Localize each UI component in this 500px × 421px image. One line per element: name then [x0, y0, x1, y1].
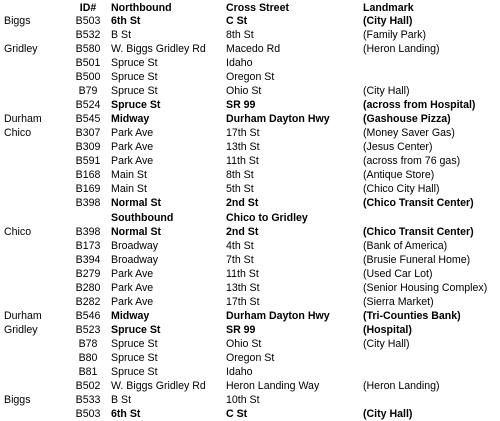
- stop-id-cell: B545: [75, 113, 101, 125]
- street-cell: Spruce St: [111, 324, 161, 336]
- stop-id-cell: B81: [78, 366, 98, 378]
- street-cell: Broadway: [111, 254, 159, 266]
- table-row: [0, 126, 500, 140]
- landmark-cell: (Jesus Center): [363, 141, 433, 153]
- cross-street-cell: 11th St: [226, 268, 259, 280]
- landmark-cell: (Tri-Counties Bank): [363, 310, 461, 322]
- stop-id-cell: B503: [75, 15, 101, 27]
- landmark-cell: (Sierra Market): [363, 296, 434, 308]
- landmark-header: Landmark: [363, 2, 414, 14]
- cross-street-cell: SR 99: [226, 324, 256, 336]
- stop-id-cell: B501: [75, 57, 101, 69]
- stop-id-cell: B80: [78, 352, 98, 364]
- stop-id-cell: B503: [75, 408, 101, 420]
- street-cell: Spruce St: [111, 99, 161, 111]
- street-cell: Park Ave: [111, 155, 154, 167]
- stop-id-cell: B168: [75, 169, 101, 181]
- street-cell: Broadway: [111, 240, 159, 252]
- street-cell: Park Ave: [111, 296, 154, 308]
- town-cell: Chico: [4, 127, 32, 139]
- table-row: [0, 309, 500, 323]
- cross-street-cell: 5th St: [226, 183, 254, 195]
- street-cell: Spruce St: [111, 57, 158, 69]
- table-row: [0, 295, 500, 309]
- cross-street-cell: Durham Dayton Hwy: [226, 113, 330, 125]
- stop-id-cell: B280: [75, 282, 101, 294]
- landmark-cell: (Family Park): [363, 29, 426, 41]
- table-row: [0, 337, 500, 351]
- stop-id-cell: B500: [75, 71, 101, 83]
- table-row: [0, 14, 500, 28]
- table-row: [0, 281, 500, 295]
- cross-street-cell: SR 99: [226, 99, 256, 111]
- chico-to-gridley-header: Chico to Gridley: [226, 212, 308, 224]
- stop-id-cell: B524: [75, 99, 101, 111]
- street-cell: 6th St: [111, 408, 141, 420]
- landmark-cell: (Heron Landing): [363, 380, 440, 392]
- table-row: [0, 182, 500, 196]
- cross-street-cell: Ohio St: [226, 85, 262, 97]
- town-cell: Gridley: [4, 43, 38, 55]
- table-row: [0, 112, 500, 126]
- stop-id-cell: B591: [75, 155, 101, 167]
- cross-street-header: Cross Street: [226, 2, 289, 14]
- stop-id-cell: B307: [75, 127, 101, 139]
- town-cell: Gridley: [4, 324, 38, 336]
- table-row: [0, 407, 500, 421]
- town-cell: Biggs: [4, 394, 31, 406]
- table-row: [0, 168, 500, 182]
- northbound-header-row: [0, 1, 500, 15]
- street-cell: Spruce St: [111, 338, 158, 350]
- landmark-cell: (Chico Transit Center): [363, 226, 474, 238]
- street-cell: Main St: [111, 183, 147, 195]
- table-row: [0, 98, 500, 112]
- town-cell: Biggs: [4, 15, 31, 27]
- landmark-cell: (across from 76 gas): [363, 155, 461, 167]
- town-cell: Chico: [4, 226, 32, 238]
- street-cell: Spruce St: [111, 366, 158, 378]
- table-row: [0, 28, 500, 42]
- cross-street-cell: C St: [226, 15, 248, 27]
- cross-street-cell: Durham Dayton Hwy: [226, 310, 330, 322]
- table-row: [0, 267, 500, 281]
- table-row: [0, 42, 500, 56]
- table-row: [0, 253, 500, 267]
- table-row: [0, 323, 500, 337]
- street-cell: W. Biggs Gridley Rd: [111, 380, 206, 392]
- cross-street-cell: Oregon St: [226, 352, 275, 364]
- landmark-cell: (Antique Store): [363, 169, 435, 181]
- cross-street-cell: Idaho: [226, 366, 253, 378]
- street-cell: Midway: [111, 113, 150, 125]
- landmark-cell: (Chico City Hall): [363, 183, 440, 195]
- southbound-header: Southbound: [111, 212, 174, 224]
- landmark-cell: (Used Car Lot): [363, 268, 433, 280]
- street-cell: B St: [111, 394, 132, 406]
- cross-street-cell: 8th St: [226, 29, 254, 41]
- cross-street-cell: Macedo Rd: [226, 43, 281, 55]
- street-cell: Main St: [111, 169, 147, 181]
- street-cell: 6th St: [111, 15, 141, 27]
- landmark-cell: (Bank of America): [363, 240, 448, 252]
- landmark-cell: (City Hall): [363, 15, 413, 27]
- table-row: [0, 84, 500, 98]
- street-cell: Spruce St: [111, 352, 158, 364]
- street-cell: Normal St: [111, 226, 162, 238]
- stop-id-cell: B279: [75, 268, 101, 280]
- cross-street-cell: 13th St: [226, 282, 260, 294]
- stop-id-cell: B502: [75, 380, 101, 392]
- street-cell: Spruce St: [111, 85, 158, 97]
- id-column-header: ID#: [79, 2, 97, 14]
- cross-street-cell: 11th St: [226, 155, 259, 167]
- landmark-cell: (Money Saver Gas): [363, 127, 455, 139]
- southbound-header-row: [0, 211, 500, 225]
- stop-id-cell: B523: [75, 324, 101, 336]
- street-cell: Park Ave: [111, 268, 154, 280]
- street-cell: Spruce St: [111, 71, 158, 83]
- stop-id-cell: B546: [75, 310, 101, 322]
- town-cell: Durham: [4, 113, 42, 125]
- cross-street-cell: Idaho: [226, 57, 253, 69]
- cross-street-cell: Heron Landing Way: [226, 380, 320, 392]
- street-cell: Park Ave: [111, 127, 154, 139]
- landmark-cell: (Heron Landing): [363, 43, 440, 55]
- cross-street-cell: 2nd St: [226, 226, 259, 238]
- table-row: [0, 196, 500, 210]
- stop-id-cell: B79: [78, 85, 98, 97]
- street-cell: Midway: [111, 310, 150, 322]
- street-cell: Park Ave: [111, 282, 154, 294]
- stop-id-cell: B169: [75, 183, 101, 195]
- landmark-cell: (Senior Housing Complex): [363, 282, 488, 294]
- stop-id-cell: B398: [75, 226, 101, 238]
- stop-id-cell: B533: [75, 394, 101, 406]
- table-row: [0, 379, 500, 393]
- landmark-cell: (Hospital): [363, 324, 412, 336]
- cross-street-cell: 10th St: [226, 394, 260, 406]
- street-cell: B St: [111, 29, 132, 41]
- landmark-cell: (across from Hospital): [363, 99, 476, 111]
- stop-id-cell: B282: [75, 296, 101, 308]
- cross-street-cell: 13th St: [226, 141, 260, 153]
- landmark-cell: (City Hall): [363, 85, 410, 97]
- landmark-cell: (City Hall): [363, 338, 410, 350]
- table-row: [0, 393, 500, 407]
- street-cell: Park Ave: [111, 141, 154, 153]
- cross-street-cell: 17th St: [226, 296, 260, 308]
- cross-street-cell: C St: [226, 408, 248, 420]
- northbound-header: Northbound: [111, 2, 172, 14]
- table-row: [0, 56, 500, 70]
- cross-street-cell: 2nd St: [226, 197, 259, 209]
- town-cell: Durham: [4, 310, 42, 322]
- street-cell: Normal St: [111, 197, 162, 209]
- stop-id-cell: B398: [75, 197, 101, 209]
- landmark-cell: (Gashouse Pizza): [363, 113, 451, 125]
- table-row: [0, 140, 500, 154]
- table-row: [0, 239, 500, 253]
- cross-street-cell: 4th St: [226, 240, 254, 252]
- stop-id-cell: B78: [78, 338, 98, 350]
- cross-street-cell: 17th St: [226, 127, 260, 139]
- stop-id-cell: B394: [75, 254, 101, 266]
- landmark-cell: (City Hall): [363, 408, 413, 420]
- table-row: [0, 154, 500, 168]
- cross-street-cell: Ohio St: [226, 338, 262, 350]
- stop-id-cell: B580: [75, 43, 101, 55]
- cross-street-cell: 8th St: [226, 169, 254, 181]
- table-row: [0, 70, 500, 84]
- table-row: [0, 225, 500, 239]
- landmark-cell: (Brusie Funeral Home): [363, 254, 471, 266]
- cross-street-cell: 7th St: [226, 254, 254, 266]
- street-cell: W. Biggs Gridley Rd: [111, 43, 206, 55]
- stop-id-cell: B173: [75, 240, 101, 252]
- landmark-cell: (Chico Transit Center): [363, 197, 474, 209]
- table-row: [0, 365, 500, 379]
- stop-id-cell: B309: [75, 141, 101, 153]
- table-row: [0, 351, 500, 365]
- cross-street-cell: Oregon St: [226, 71, 275, 83]
- stop-id-cell: B532: [75, 29, 101, 41]
